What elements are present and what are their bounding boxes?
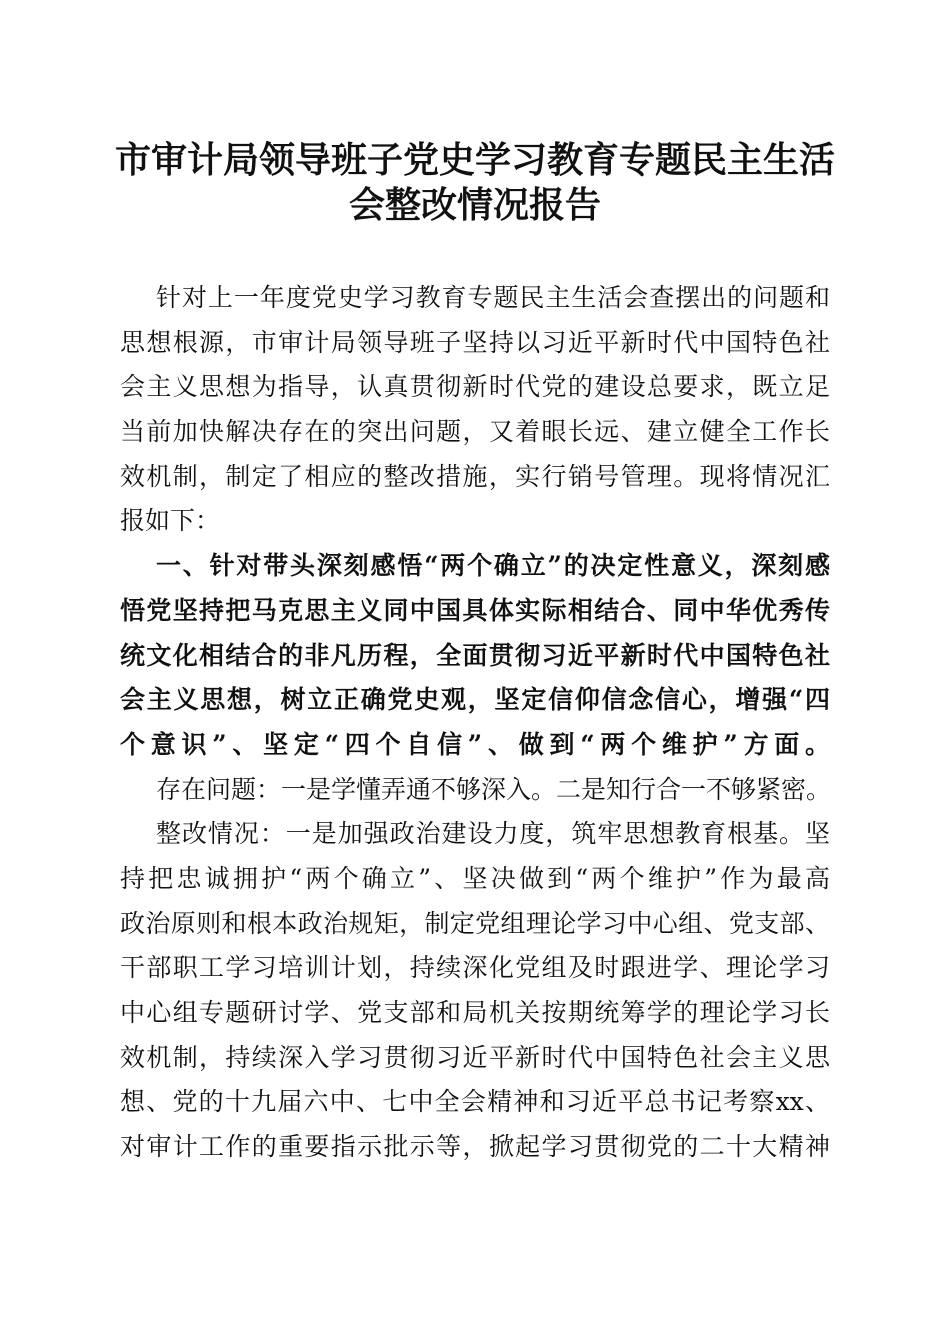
text-line: 中心组专题研讨学、党支部和局机关按期统筹学的理论学习长 — [120, 998, 830, 1027]
text-line: 干部职工学习培训计划，持续深化党组及时跟进学、理论学习 — [120, 953, 830, 983]
text-line: 存在问题：一是学懂弄通不够深入。二是知行合一不够紧密。 — [156, 774, 832, 804]
text-line: 效机制，制定了相应的整改措施，实行销号管理。现将情况汇 — [120, 461, 830, 491]
text-line: 持把忠诚拥护“两个确立”、坚决做到“两个维护”作为最高 — [120, 863, 830, 893]
paragraph — [120, 276, 830, 544]
text-line: 会主义思想，树立正确党史观，坚定信仰信念信心，增强“四 — [120, 685, 830, 715]
text-line: 想、党的十九届六中、七中全会精神和习近平总书记考察xx、 — [120, 1087, 830, 1117]
text-line: 会主义思想为指导，认真贯彻新时代党的建设总要求，既立足 — [120, 372, 830, 402]
text-line: 个意识”、坚定“四个自信”、做到“两个维护”方面。 — [120, 729, 830, 759]
text-line: 针对上一年度党史学习教育专题民主生活会查摆出的问题和 — [156, 283, 830, 312]
text-line: 整改情况：一是加强政治建设力度，筑牢思想教育根基。坚 — [156, 819, 830, 849]
document-title — [0, 138, 950, 228]
text-line: 悟党坚持把马克思主义同中国具体实际相结合、同中华优秀传 — [120, 595, 830, 625]
title-line: 会整改情况报告 — [348, 184, 601, 226]
text-line: 当前加快解决存在的突出问题，又着眼长远、建立健全工作长 — [120, 417, 830, 447]
text-line: 一、针对带头深刻感悟“两个确立”的决定性意义，深刻感 — [156, 551, 830, 581]
text-line: 效机制，持续深入学习贯彻习近平新时代中国特色社会主义思 — [120, 1042, 830, 1072]
text-line: 思想根源，市审计局领导班子坚持以习近平新时代中国特色社 — [120, 327, 830, 357]
paragraph — [120, 768, 830, 813]
text-line: 统文化相结合的非凡历程，全面贯彻习近平新时代中国特色社 — [120, 640, 830, 670]
paragraph — [120, 812, 830, 1170]
text-line: 政治原则和根本政治规矩，制定党组理论学习中心组、党支部、 — [120, 908, 830, 938]
section-heading — [120, 544, 830, 767]
title-line: 市审计局领导班子党史学习教育专题民主生活 — [114, 139, 835, 181]
text-line: 报如下： — [120, 506, 221, 536]
text-line: 对审计工作的重要指示批示等，掀起学习贯彻党的二十大精神 — [120, 1132, 830, 1162]
document-body — [120, 276, 830, 1170]
